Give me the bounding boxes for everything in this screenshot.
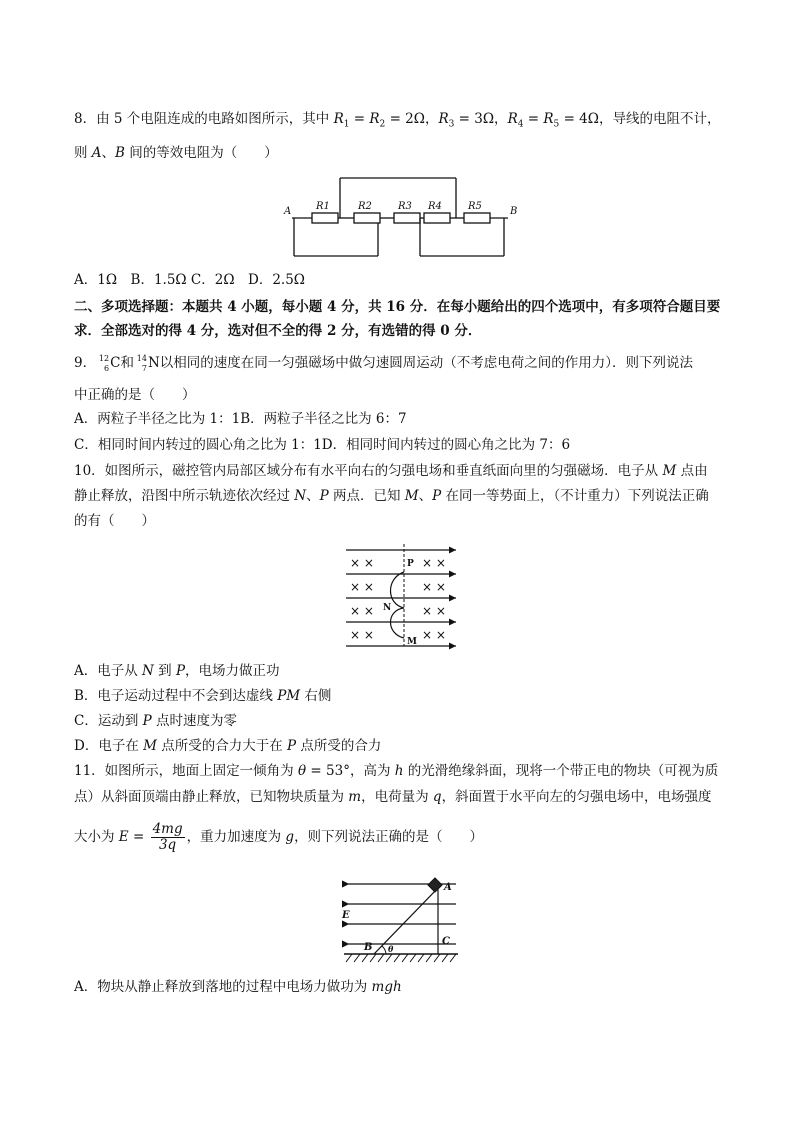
point-m-label: M bbox=[407, 637, 417, 647]
section2-line1: 二、多项选择题：本题共 4 小题，每小题 4 分，共 16 分．在每小题给出的四个选项中，有多项符合题目要 bbox=[74, 299, 721, 315]
r1-symbol: R bbox=[333, 111, 344, 127]
q8-options: A．1Ω B．1.5Ω C．2Ω D．2.5Ω bbox=[74, 272, 306, 288]
r3-label: R3 bbox=[398, 201, 412, 212]
cross-row4-right: × × bbox=[422, 628, 446, 642]
cross-row3-left: × × bbox=[350, 604, 374, 618]
node-a-label: A bbox=[284, 206, 292, 217]
field-fraction: $\frac{4mg}{3q}$ bbox=[152, 821, 183, 853]
q11-option-a: A．物块从静止释放到落地的过程中电场力做功为 mgh bbox=[74, 979, 402, 995]
q10-option-d: D．电子在 M 点所受的合力大于在 P 点所受的合力 bbox=[74, 738, 382, 754]
point-n-label: N bbox=[383, 603, 392, 613]
point-p-label: P bbox=[407, 559, 414, 569]
q10-option-b: B．电子运动过程中不会到达虚线 PM 右侧 bbox=[74, 688, 332, 704]
field-e-label: E bbox=[342, 910, 350, 921]
section2-line2: 求．全部选对的得 4 分，选对但不全的得 2 分，有选错的得 0 分． bbox=[74, 323, 482, 339]
q9-options-cd: C．相同时间内转过的圆心角之比为 1：1D．相同时间内转过的圆心角之比为 7：6 bbox=[74, 437, 571, 453]
q10-line1: 10．如图所示，磁控管内局部区域分布有水平向右的匀强电场和垂直纸面向里的匀强磁场．电子从 M 点由 bbox=[74, 463, 708, 479]
q9-options-ab: A．两粒子半径之比为 1：1B．两粒子半径之比为 6：7 bbox=[74, 411, 407, 427]
q11-line2: 点）从斜面顶端由静止释放，已知物块质量为 m，电荷量为 q，斜面置于水平向左的匀强电场中，电场强度 bbox=[74, 789, 712, 805]
cross-row2-right: × × bbox=[422, 580, 446, 594]
r5-label: R5 bbox=[468, 201, 482, 212]
cross-row4-left: × × bbox=[350, 628, 374, 642]
r4-label: R4 bbox=[428, 201, 442, 212]
q8-line2: 则 A、B 间的等效电阻为（ ） bbox=[74, 145, 278, 161]
point-a-label: A bbox=[444, 882, 452, 893]
q11-line3: 大小为 E = $\frac{4mg}{3q}$ ，重力加速度为 g，则下列说法正确的是（ ） bbox=[74, 821, 484, 853]
q10-option-a: A．电子从 N 到 P，电场力做正功 bbox=[74, 663, 280, 679]
q9-line2: 中正确的是（ ） bbox=[74, 387, 196, 403]
q8-line1: 8．由 5 个电阻连成的电路如图所示，其中 $R_1 = R_2 = 2\Omega$，$R_3 = 3\Omega$，$R_4 = R_5 = 4\Omega$，导线的电阻不计， bbox=[74, 111, 721, 130]
magnetron-figure bbox=[338, 540, 464, 656]
q10-line3: 的有（ ） bbox=[74, 513, 155, 529]
nitrogen-isotope-prefix: 14 7 bbox=[136, 353, 147, 373]
point-c-label: C bbox=[442, 936, 450, 947]
circuit-figure bbox=[282, 174, 522, 264]
incline-figure bbox=[338, 872, 468, 968]
carbon-isotope-prefix: 12 6 bbox=[98, 353, 110, 373]
cross-row1-left: × × bbox=[350, 556, 374, 570]
node-b-label: B bbox=[510, 206, 518, 217]
r2-label: R2 bbox=[358, 201, 372, 212]
cross-row3-right: × × bbox=[422, 604, 446, 618]
q9-line1: 9． 12 6 C和 14 7 N以相同的速度在同一匀强磁场中做匀速圆周运动（不考虑电荷之间的作用力）．则下列说法 bbox=[74, 353, 693, 373]
q10-line2: 静止释放，沿图中所示轨迹依次经过 N、P 两点．已知 M、P 在同一等势面上，（不计重力）下列说法正确 bbox=[74, 488, 709, 504]
point-b-label: B bbox=[364, 942, 373, 953]
q10-option-c: C．运动到 P 点时速度为零 bbox=[74, 713, 238, 729]
cross-row2-left: × × bbox=[350, 580, 374, 594]
cross-row1-right: × × bbox=[422, 556, 446, 570]
r1-label: R1 bbox=[316, 201, 330, 212]
angle-theta-label: θ bbox=[388, 944, 394, 954]
q11-line1: 11．如图所示，地面上固定一倾角为 θ = 53°，高为 h 的光滑绝缘斜面，现将一个带正电的物块（可视为质 bbox=[74, 763, 719, 779]
